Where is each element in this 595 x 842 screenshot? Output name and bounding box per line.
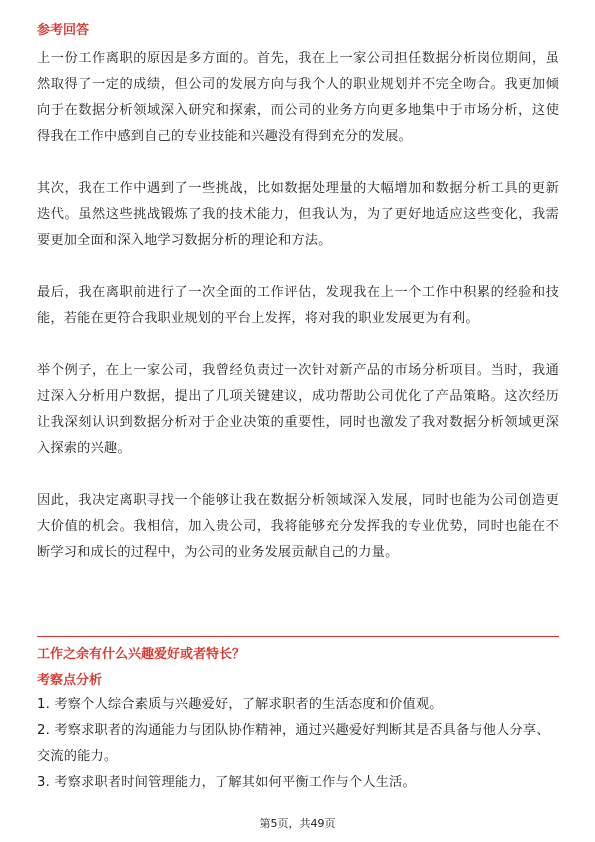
analysis-point-3: 3. 考察求职者时间管理能力，了解其如何平衡工作与个人生活。 — [37, 775, 416, 790]
paragraph-gap — [37, 254, 559, 280]
paragraph-gap — [37, 332, 559, 358]
answer-paragraph-5: 因此，我决定离职寻找一个能够让我在数据分析领域深入发展，同时也能为公司创造更大价值的机会。我相信，加入贵公司，我将能够充分发挥我的专业优势，同时也能在不断学习和成长的过程中，为公司的业务发展贡献自己的力量。 — [37, 493, 559, 560]
answer-section — [37, 22, 559, 566]
paragraph-gap — [37, 462, 559, 488]
answer-heading: 参考回答 — [37, 23, 90, 38]
answer-paragraph-1: 上一份工作离职的原因是多方面的。首先，我在上一家公司担任数据分析岗位期间，虽然取得了一定的成绩，但公司的发展方向与我个人的职业规划并不完全吻合。我更加倾向于在数据分析领域深入研究和探索，而公司的业务方向更多地集中于市场分析，这使得我在工作中感到自己的专业技能和兴趣没有得到充分的发展。 — [37, 51, 559, 144]
question-section — [37, 646, 559, 796]
section-divider — [37, 636, 559, 637]
answer-paragraph-3: 最后，我在离职前进行了一次全面的工作评估，发现我在上一个工作中积累的经验和技能，若能在更符合我职业规划的平台上发挥，将对我的职业发展更为有利。 — [37, 285, 559, 326]
question-title: 工作之余有什么兴趣爱好或者特长？ — [37, 647, 246, 662]
paragraph-gap — [37, 150, 559, 176]
answer-paragraph-2: 其次，我在工作中遇到了一些挑战，比如数据处理量的大幅增加和数据分析工具的更新迭代。虽然这些挑战锻炼了我的技术能力，但我认为，为了更好地适应这些变化，我需要更加全面和深入地学习数据分析的理论和方法。 — [37, 181, 559, 248]
analysis-point-2: 2. 考察求职者的沟通能力与团队协作精神，通过兴趣爱好判断其是否具备与他人分享、交流的能力。 — [37, 723, 550, 764]
page-number: 第5页，共49页 — [259, 817, 336, 830]
analysis-heading: 考察点分析 — [37, 673, 103, 688]
analysis-point-1: 1. 考察个人综合素质与兴趣爱好，了解求职者的生活态度和价值观。 — [37, 697, 443, 712]
answer-paragraph-4: 举个例子，在上一家公司，我曾经负责过一次针对新产品的市场分析项目。当时，我通过深入分析用户数据，提出了几项关键建议，成功帮助公司优化了产品策略。这次经历让我深刻认识到数据分析对于企业决策的重要性，同时也激发了我对数据分析领域更深入探索的兴趣。 — [37, 363, 559, 456]
